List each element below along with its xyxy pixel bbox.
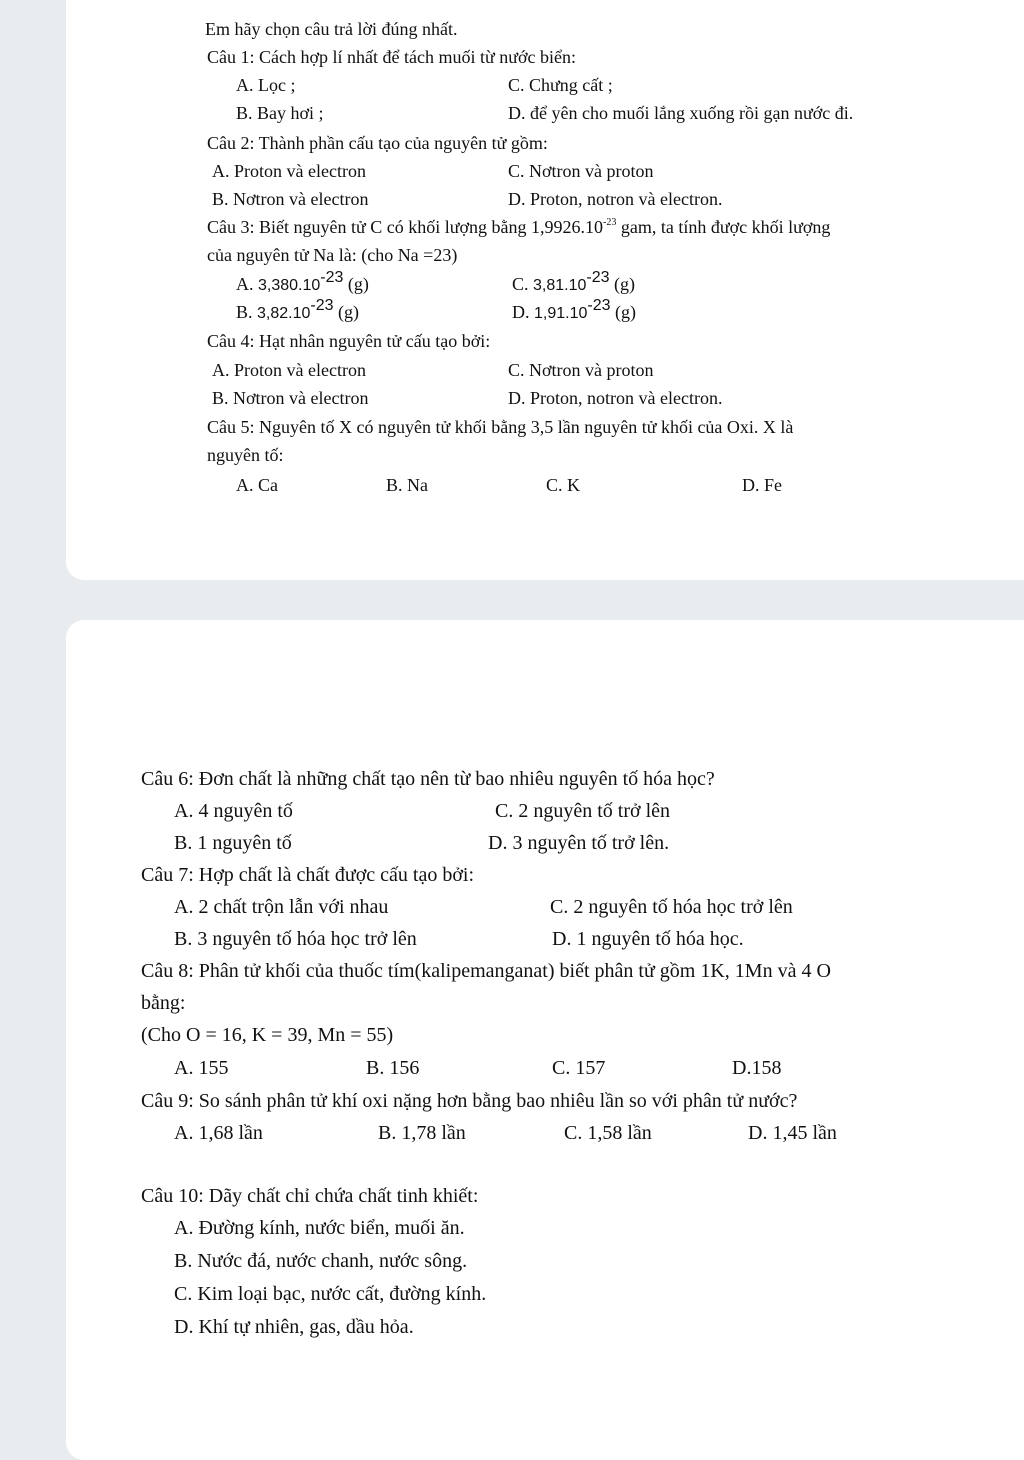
q3-a-exponent: -23	[320, 269, 344, 286]
q3-a-value: 3,380.10	[258, 277, 321, 294]
q8-given-values: (Cho O = 16, K = 39, Mn = 55)	[141, 1024, 394, 1046]
question-5-line2: nguyên tố:	[207, 445, 284, 465]
q4-option-b: B. Nơtron và electron	[212, 388, 369, 408]
q3-exponent: -23	[603, 217, 617, 228]
question-9: Câu 9: So sánh phân tử khí oxi nặng hơn bằng bao nhiêu lần so với phân tử nước?	[141, 1090, 798, 1112]
q3-a-label: A.	[236, 274, 254, 294]
q5-option-c: C. K	[546, 475, 581, 495]
q2-option-d: D. Proton, notron và electron.	[508, 189, 723, 209]
intro-text: Em hãy chọn câu trả lời đúng nhất.	[205, 19, 458, 39]
q10-option-a: A. Đường kính, nước biển, muối ăn.	[174, 1217, 465, 1239]
q4-option-a: A. Proton và electron	[212, 360, 366, 380]
question-3-line2: của nguyên tử Na là: (cho Na =23)	[207, 245, 458, 265]
question-8-line2: bằng:	[141, 992, 186, 1014]
question-10: Câu 10: Dãy chất chỉ chứa chất tinh khiết:	[141, 1185, 479, 1207]
q3-c-unit: (g)	[609, 274, 636, 294]
question-8: Câu 8: Phân tử khối của thuốc tím(kalipemanganat) biết phân tử gồm 1K, 1Mn và 4 O	[141, 960, 831, 982]
q4-option-d: D. Proton, notron và electron.	[508, 388, 723, 408]
question-3	[207, 218, 830, 236]
question-7: Câu 7: Hợp chất là chất được cấu tạo bởi:	[141, 864, 475, 886]
q10-option-c: C. Kim loại bạc, nước cất, đường kính.	[174, 1283, 487, 1305]
q9-option-c: C. 1,58 lần	[564, 1122, 652, 1144]
q3-b-exponent: -23	[310, 297, 334, 314]
q3-b-unit: (g)	[333, 302, 360, 322]
q1-option-b: B. Bay hơi ;	[236, 103, 324, 123]
q3-option-d	[512, 297, 637, 322]
q6-option-a: A. 4 nguyên tố	[174, 800, 293, 822]
q6-option-b: B. 1 nguyên tố	[174, 832, 292, 854]
q8-option-c: C. 157	[552, 1057, 606, 1079]
q9-option-b: B. 1,78 lần	[378, 1122, 466, 1144]
q2-option-c: C. Nơtron và proton	[508, 161, 654, 181]
q9-option-a: A. 1,68 lần	[174, 1122, 263, 1144]
question-2: Câu 2: Thành phần cấu tạo của nguyên tử gồm:	[207, 133, 548, 153]
q3-d-unit: (g)	[610, 302, 637, 322]
q7-option-c: C. 2 nguyên tố hóa học trở lên	[550, 896, 793, 918]
q7-option-d: D. 1 nguyên tố hóa học.	[552, 928, 744, 950]
q1-option-a: A. Lọc ;	[236, 75, 296, 95]
q3-option-b	[236, 297, 360, 322]
question-6: Câu 6: Đơn chất là những chất tạo nên từ bao nhiêu nguyên tố hóa học?	[141, 768, 715, 790]
q9-option-d: D. 1,45 lần	[748, 1122, 837, 1144]
q3-c-value: 3,81.10	[533, 277, 587, 294]
q8-option-a: A. 155	[174, 1057, 229, 1079]
question-1: Câu 1: Cách hợp lí nhất để tách muối từ nước biển:	[207, 47, 576, 67]
q3-a-unit: (g)	[343, 274, 369, 294]
q7-option-b: B. 3 nguyên tố hóa học trở lên	[174, 928, 417, 950]
q1-option-d: D. để yên cho muối lắng xuống rồi gạn nước đi.	[508, 103, 854, 123]
q8-option-b: B. 156	[366, 1057, 420, 1079]
q4-option-c: C. Nơtron và proton	[508, 360, 654, 380]
q3-text-part2: gam, ta tính được khối lượng	[616, 217, 831, 237]
q3-text-part1: Câu 3: Biết nguyên tử C có khối lượng bằng 1,9926.10	[207, 217, 603, 237]
q3-c-label: C.	[512, 274, 529, 294]
q7-option-a: A. 2 chất trộn lẫn với nhau	[174, 896, 389, 918]
q3-b-value: 3,82.10	[257, 305, 311, 322]
q6-option-d: D. 3 nguyên tố trở lên.	[488, 832, 670, 854]
q5-option-d: D. Fe	[742, 475, 782, 495]
q3-c-exponent: -23	[586, 269, 610, 286]
question-4: Câu 4: Hạt nhân nguyên tử cấu tạo bởi:	[207, 331, 491, 351]
q3-d-value: 1,91.10	[534, 305, 588, 322]
q3-option-a	[236, 269, 369, 294]
q2-option-a: A. Proton và electron	[212, 161, 366, 181]
q5-option-a: A. Ca	[236, 475, 278, 495]
q5-option-b: B. Na	[386, 475, 428, 495]
q8-option-d: D.158	[732, 1057, 782, 1079]
q6-option-c: C. 2 nguyên tố trở lên	[495, 800, 670, 822]
q10-option-b: B. Nước đá, nước chanh, nước sông.	[174, 1250, 468, 1272]
q2-option-b: B. Nơtron và electron	[212, 189, 369, 209]
q3-d-label: D.	[512, 302, 530, 322]
q3-d-exponent: -23	[587, 297, 611, 314]
q3-b-label: B.	[236, 302, 253, 322]
q3-option-c	[512, 269, 636, 294]
q10-option-d: D. Khí tự nhiên, gas, dầu hỏa.	[174, 1316, 414, 1338]
question-5: Câu 5: Nguyên tố X có nguyên tử khối bằng 3,5 lần nguyên tử khối của Oxi. X là	[207, 417, 794, 437]
q1-option-c: C. Chưng cất ;	[508, 75, 613, 95]
